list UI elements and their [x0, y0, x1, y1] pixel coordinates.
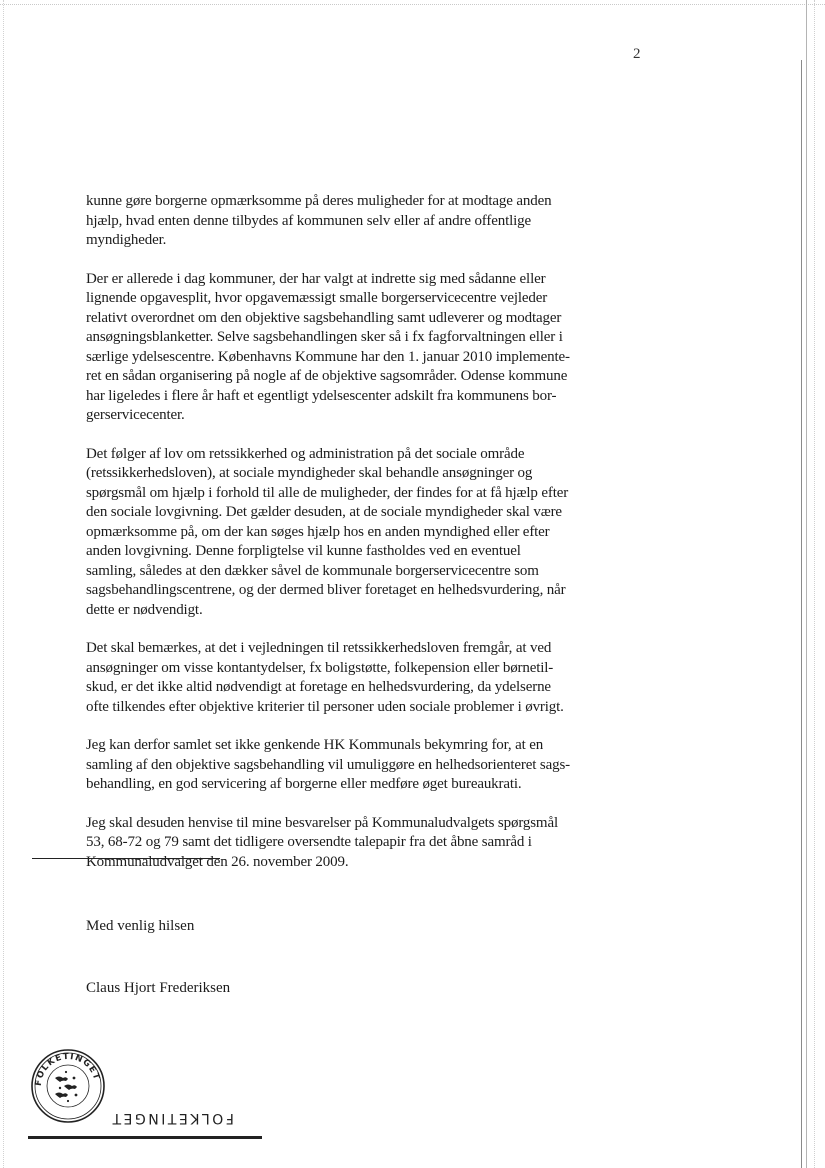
paragraph: Jeg skal desuden henvise til mine besvarelser på Kommunaludvalgets spørgsmål 53, 68-72 og 79 samt det tidligere oversendte talepapir fra det åbne samråd i Kommunaludvalget den 26. november 2009.: [86, 814, 558, 870]
paragraph: Det skal bemærkes, at det i vejledningen til retssikkerhedsloven fremgår, at ved ansøgninger om visse kontantydelser, fx boligstøtte, folkepension eller børnetil- skud, er det ikke altid nødvendigt at foretage en helhedsvurdering, da ydelserne ofte tilkendes efter objektive kriterier til personer uden sociale problemer i øvrigt.: [86, 640, 564, 715]
footer-rule: [28, 1136, 262, 1139]
scan-edge-right: [801, 60, 802, 1168]
svg-text:FOLKETINGET: [34, 1052, 102, 1087]
seal-lettering: FOLKETINGET: [33, 1051, 102, 1087]
handwritten-underline: [32, 858, 220, 859]
folketinget-wordmark: FOLKETINGET: [110, 1110, 234, 1126]
salutation: Med venlig hilsen: [86, 918, 195, 934]
paragraph: Det følger af lov om retssikkerhed og administration på det sociale område (retssikkerhedsloven), at sociale myndigheder skal behandle ansøgninger og spørgsmål om hjælp i forhold til alle de muligheder, der findes for at få hjælp efter den sociale lovgivning. Det gælder desuden, at de sociale myndigheder skal være opmærksomme på, om der kan søges hjælp hos en anden myndighed eller efter anden lovgivning. Denne forpligtelse vil kunne fastholdes ved en eventuel samling, således at den dækker såvel de kommunale borgerservicecentre som sagsbehandlingscentrene, og der dermed bliver foretaget en helhedsvurdering, når dette er nødvendigt.: [86, 445, 569, 618]
signer-name: Claus Hjort Frederiksen: [86, 980, 231, 996]
scan-edge-left: [3, 0, 4, 1168]
letter-body: [86, 192, 646, 891]
parliament-seal-icon: [30, 1048, 106, 1124]
paragraph: Jeg kan derfor samlet set ikke genkende HK Kommunals bekymring for, at en samling af den objektive sagsbehandling vil umuliggøre en helhedsorienteret sags- behandling, en god servicering af borgerne eller medføre øget bureaukrati.: [86, 737, 570, 792]
paragraph: Der er allerede i dag kommuner, der har valgt at indrette sig med sådanne eller lignende opgavesplit, hvor opgavemæssigt smalle borgerservicecentre vejleder relativt overordnet om den objektive sagsbehandling samt udleverer og modtager ansøgningsblanketter. Selve sagsbehandlingen sker så i fx fagforvaltningen eller i særlige ydelsescentre. Københavns Kommune har den 1. januar 2010 implemente- ret en sådan organisering på nogle af de objektive sagsområder. Odense kommune har ligeledes i flere år haft et egentligt ydelsescenter adskilt fra kommunens bor- gerservicecenter.: [86, 270, 570, 423]
page-number: 2: [633, 46, 641, 62]
scan-edge-top: [0, 4, 825, 5]
scan-edge-right-dotted: [814, 0, 815, 1168]
paragraph: kunne gøre borgerne opmærksomme på deres muligheder for at modtage anden hjælp, hvad enten denne tilbydes af kommunen selv eller af andre offentlige myndigheder.: [86, 193, 552, 248]
scan-edge-right-outer: [806, 0, 807, 1168]
